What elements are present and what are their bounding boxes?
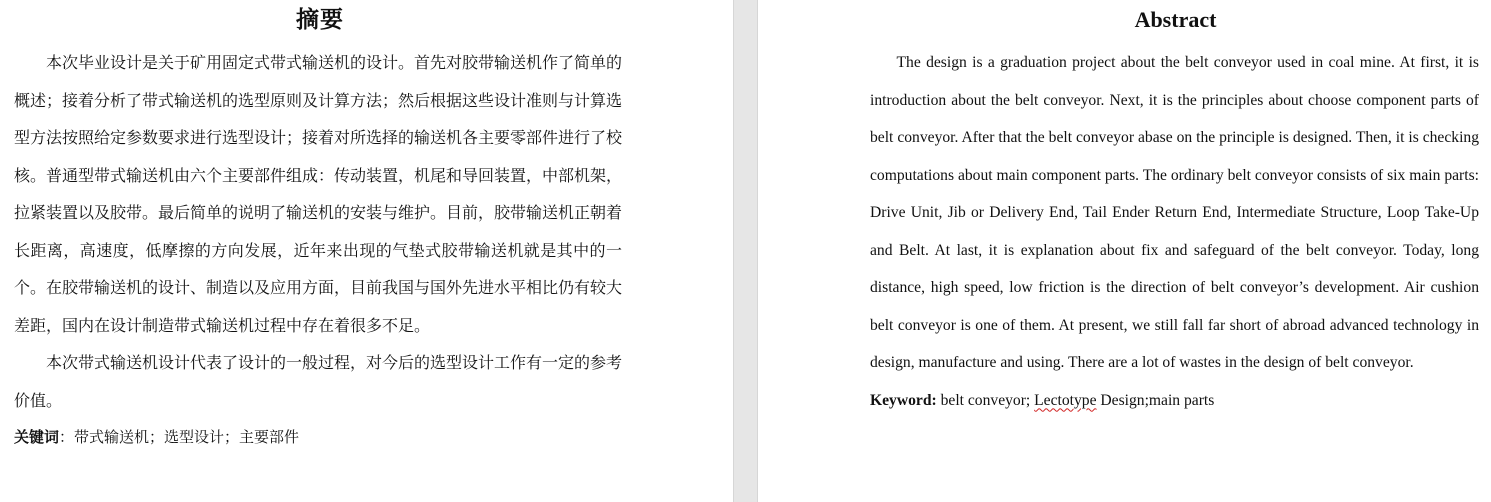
keywords-line xyxy=(870,382,1479,420)
keywords-text: ：带式输送机；选型设计；主要部件 xyxy=(59,428,300,446)
english-abstract-page xyxy=(758,0,1491,502)
keywords-text: Design;main parts xyxy=(1096,391,1215,409)
abstract-paragraph: 本次带式输送机设计代表了设计的一般过程，对今后的选型设计工作有一定的参考价值。 xyxy=(14,353,623,410)
keywords-label: 关键词 xyxy=(14,428,60,446)
keywords-label: Keyword: xyxy=(870,391,937,409)
abstract-body xyxy=(870,44,1479,419)
abstract-body xyxy=(14,44,622,457)
chinese-abstract-page xyxy=(0,0,733,502)
spellcheck-flagged-word: Lectotype xyxy=(1034,391,1097,409)
page-title: Abstract xyxy=(1134,7,1217,32)
abstract-paragraph: 本次毕业设计是关于矿用固定式带式输送机的设计。首先对胶带输送机作了简单的概述；接着分析了带式输送机的选型原则及计算方法；然后根据这些设计准则与计算选型方法按照给定参数要求进行选型设计；接着对所选择的输送机各主要零部件进行了校核。普通型带式输送机由六个主要部件组成：传动装置，机尾和导回装置，中部机架，拉紧装置以及胶带。最后简单的说明了输送机的安装与维护。目前，胶带输送机正朝着长距离，高速度，低摩擦的方向发展，近年来出现的气垫式胶带输送机就是其中的一个。在胶带输送机的设计、制造以及应用方面，目前我国与国外先进水平相比仍有较大差距，国内在设计制造带式输送机过程中存在着很多不足。 xyxy=(14,53,623,335)
abstract-paragraph: The design is a graduation project about the belt conveyor used in coal mine. At first, it is introduction about the belt conveyor. Next, it is the principles about choose component parts of belt conveyor. After that the belt conveyor abase on the principle is designed. Then, it is checking computations about main component parts. The ordinary belt conveyor consists of six main parts: Drive Unit, Jib or Delivery End, Tail Ender Return End, Intermediate Structure, Loop Take-Up and Belt. At last, it is explanation about fix and safeguard of the belt conveyor. Today, long distance, high speed, low friction is the direction of belt conveyor’s development. Air cushion belt conveyor is one of them. At present, we still fall far short of abroad advanced technology in design, manufacture and using. There are a lot of wastes in the design of belt conveyor. xyxy=(870,54,1479,371)
page-title: 摘要 xyxy=(296,6,344,33)
keywords-line xyxy=(14,419,622,457)
page-gutter xyxy=(733,0,758,502)
keywords-text: belt conveyor; xyxy=(936,391,1035,409)
